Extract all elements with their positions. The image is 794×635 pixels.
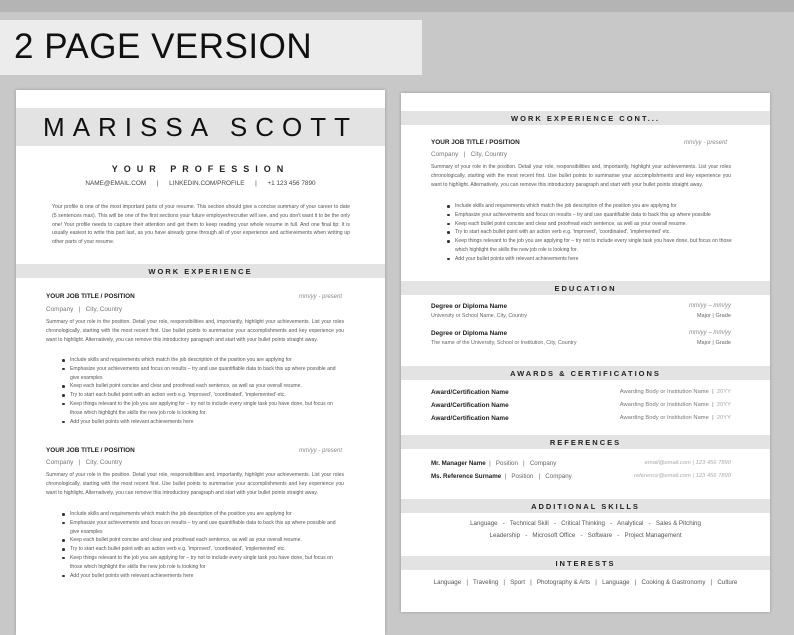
bullet-item: Add your bullet points with relevant achievements here: [60, 418, 346, 427]
bullet-item: Keep things relevant to the job you are applying for – try not to include every single task you have done, but focus on those which highlight the skills the new job role is looking for: [60, 554, 346, 572]
award-name: Award/Certification Name: [431, 389, 509, 396]
education-heading: EDUCATION: [554, 284, 617, 293]
award-year: 20YY: [716, 415, 731, 421]
reference-line: [431, 473, 572, 480]
version-banner-text: 2 PAGE VERSION: [14, 27, 313, 66]
bullet-item: Keep things relevant to the job you are applying for – try not to include every single task you have done, but focus on those which highlight the skills the new job role is looking for.: [60, 400, 346, 418]
contact-line: NAME@EMAIL.COM | LINKEDIN.COM/PROFILE | +1 123 456 7890: [85, 180, 316, 187]
award-institution: Awarding Body or Institution Name |: [619, 415, 717, 421]
bullet-item: Add your bullet points with relevant achievements here: [445, 255, 735, 264]
job-title: YOUR JOB TITLE / POSITION: [46, 293, 135, 300]
award-body: [571, 389, 731, 395]
job-company: Company | City, Country: [46, 459, 123, 466]
bullet-item: Emphasize your achievements and focus on results – try and use quantifiable data to back this up where possible: [445, 211, 735, 220]
job-date: mm/yy - present: [683, 140, 727, 146]
award-body: [571, 402, 731, 408]
bullet-item: Try to start each bullet point with an action verb e.g. 'improved', 'coordinated', 'implemented' etc.: [445, 228, 735, 237]
job-date: mm/yy - present: [298, 448, 342, 454]
education-school: The name of the University, School or Institution, City, Country: [431, 340, 577, 346]
resume-page-2: [401, 93, 770, 612]
bullet-item: Emphasize your achievements and focus on results – try and use quantifiable data to back this up where possible and give examples: [60, 519, 346, 537]
skills-line: Language - Technical Skill - Critical Thinking - Analytical - Sales & Pitching: [470, 520, 701, 527]
bullet-item: Add your bullet points with relevant achievements here: [60, 572, 346, 581]
reference-name: Ms. Reference Surname: [431, 473, 502, 480]
reference-name: Mr. Manager Name: [431, 460, 486, 467]
skills-line: Leadership - Microsoft Office - Software - Project Management: [489, 532, 682, 539]
interests-line: Language | Traveling | Sport | Photography & Arts | Language | Cooking & Gastronomy | Culture: [433, 579, 738, 586]
bullet-item: Keep things relevant to the job you are applying for – try not to include every single task you have done, but focus on those which highlight the skills the new job role is looking for.: [445, 237, 735, 255]
education-grade: Major | Grade: [696, 313, 731, 319]
education-degree: Degree or Diploma Name: [431, 330, 508, 337]
award-institution: Awarding Body or Institution Name |: [619, 389, 717, 395]
award-year: 20YY: [716, 402, 731, 408]
bullet-item: Include skills and requirements which match the job description of the position you are applying for: [60, 510, 346, 519]
profile-summary: Your profile is one of the most important parts of your resume. This section should give a concise summary of your career to date (5 sentences max). This will be one of the first sections your future employer/recruiter will see, and you don't want it to be the only one! Your profile needs to capture their attention and get them to keep reading your whole resume in full. And one final tip: It is usually easiest to write this part last, as you have already gone through all of your experience and achievements when writing up other parts of your resume.: [52, 204, 350, 246]
bullet-item: Keep each bullet point concise and clear and proofread each sentence, as well as your overall resume.: [445, 220, 735, 229]
work-experience-heading: WORK EXPERIENCE: [148, 267, 253, 276]
reference-contact: reference@email.com | 123 456 7890: [634, 473, 731, 479]
reference-contact: email@email.com | 123 456 7890: [644, 460, 731, 466]
resume-page-1: [16, 90, 385, 635]
job-summary: Summary of your role in the position. Detail your role, responsibilities and, importantly, highlight your achievements. List your roles chronologically, starting with the most recent first. Use bullet points to summarise your accomplishments and key experience you want to highlight. Alternatively, you can remove this introductory paragraph and start with your bullet points straight away.: [46, 319, 344, 343]
job-bullets: [445, 202, 735, 264]
candidate-name: MARISSA SCOTT: [43, 112, 358, 142]
job-summary: Summary of your role in the position. Detail your role, responsibilities and, importantly, highlight your achievements. List your roles chronologically, starting with the most recent first. Use bullet points to summarise your accomplishments and key experience you want to highlight. Alternatively, you can remove this introductory paragraph and start with your bullet points straight away.: [431, 164, 731, 188]
bullet-item: Keep each bullet point concise and clear and proofread each sentence, as well as your overall resume.: [60, 382, 346, 391]
award-name: Award/Certification Name: [431, 415, 509, 422]
references-heading: REFERENCES: [549, 438, 622, 447]
bullet-item: Keep each bullet point concise and clear and proofread each sentence, as well as your overall resume.: [60, 536, 346, 545]
award-institution: Awarding Body or Institution Name |: [619, 402, 717, 408]
reference-line: [431, 460, 556, 467]
reference-details: | Position | Company: [485, 460, 557, 467]
awards-heading: AWARDS & CERTIFICATIONS: [510, 369, 661, 378]
job-date: mm/yy - present: [298, 294, 342, 300]
profession-title: YOUR PROFESSION: [111, 164, 290, 174]
bullet-item: Include skills and requirements which match the job description of the position you are applying for: [60, 356, 346, 365]
interests-heading: INTERESTS: [555, 559, 616, 568]
job-summary: Summary of your role in the position. Detail your role, responsibilities and, importantly, highlight your achievements. List your roles chronologically, starting with the most recent first. Use bullet points to summarise your accomplishments and key experience you want to highlight. Alternatively, you can remove this introductory paragraph and start with your bullet points straight away.: [46, 472, 344, 496]
job-bullets: [60, 510, 346, 580]
award-body: [571, 415, 731, 421]
bullet-item: Try to start each bullet point with an action verb e.g. 'improved', 'coordinated', 'implemented' etc.: [60, 545, 346, 554]
work-experience-cont-heading: WORK EXPERIENCE CONT...: [511, 114, 660, 123]
job-title: YOUR JOB TITLE / POSITION: [46, 447, 135, 454]
job-company: Company | City, Country: [431, 151, 508, 158]
award-year: 20YY: [716, 389, 731, 395]
additional-skills-heading: ADDITIONAL SKILLS: [531, 502, 640, 511]
top-strip: [0, 0, 794, 12]
bullet-item: Include skills and requirements which match the job description of the position you are applying for: [445, 202, 735, 211]
job-bullets: [60, 356, 346, 426]
bullet-item: Emphasize your achievements and focus on results – try and use quantifiable data to back this up where possible and give examples: [60, 365, 346, 383]
education-date: mm/yy – mm/yy: [689, 303, 731, 309]
bullet-item: Try to start each bullet point with an action verb e.g. 'improved', 'coordinated', 'implemented' etc.: [60, 391, 346, 400]
job-company: Company | City, Country: [46, 306, 123, 313]
education-grade: Major | Grade: [696, 340, 731, 346]
education-school: University or School Name, City, Country: [431, 313, 527, 319]
award-name: Award/Certification Name: [431, 402, 509, 409]
reference-details: | Position | Company: [501, 473, 572, 480]
job-title: YOUR JOB TITLE / POSITION: [431, 139, 520, 146]
education-degree: Degree or Diploma Name: [431, 303, 508, 310]
education-date: mm/yy – mm/yy: [689, 330, 731, 336]
